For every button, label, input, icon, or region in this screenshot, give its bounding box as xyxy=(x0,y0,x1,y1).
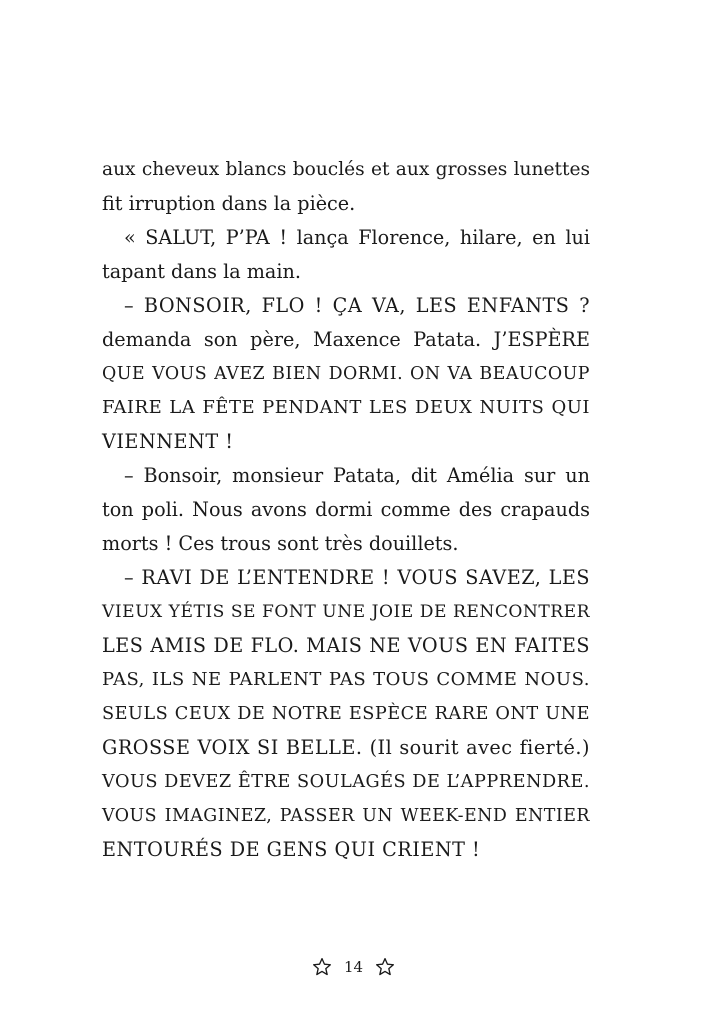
text-line: VIENNENT ! xyxy=(102,430,234,453)
text-line: demanda son père, Maxence Patata. J’ESPÈRE xyxy=(102,328,590,351)
page-footer xyxy=(0,955,707,979)
text-line: – RAVI DE L’ENTENDRE ! VOUS SAVEZ, LES xyxy=(124,566,590,589)
text-line: tapant dans la main. xyxy=(102,260,301,283)
text-line: – Bonsoir, monsieur Patata, dit Amélia sur un xyxy=(124,464,590,487)
star-outline-icon xyxy=(312,957,332,977)
text-line: SEULS CEUX DE NOTRE ESPÈCE RARE ONT UNE xyxy=(102,704,590,724)
star-outline-icon xyxy=(375,957,395,977)
page-number: 14 xyxy=(343,958,364,976)
text-line: aux cheveux blancs bouclés et aux grosses lunettes xyxy=(102,159,590,180)
text-line: morts ! Ces trous sont très douillets. xyxy=(102,532,459,555)
text-line: VIEUX YÉTIS SE FONT UNE JOIE DE RENCONTRER xyxy=(102,602,590,622)
text-line: VOUS IMAGINEZ, PASSER UN WEEK-END ENTIER xyxy=(102,806,590,826)
text-line: FAIRE LA FÊTE PENDANT LES DEUX NUITS QUI xyxy=(102,397,590,418)
text-line: PAS, ILS NE PARLENT PAS TOUS COMME NOUS. xyxy=(102,669,590,690)
text-line: LES AMIS DE FLO. MAIS NE VOUS EN FAITES xyxy=(102,634,590,657)
text-line: GROSSE VOIX SI BELLE. (Il sourit avec fierté.) xyxy=(102,736,590,759)
text-line: – BONSOIR, FLO ! ÇA VA, LES ENFANTS ? xyxy=(124,294,590,317)
text-line: fit irruption dans la pièce. xyxy=(102,192,356,215)
body-text xyxy=(102,153,590,867)
text-line: QUE VOUS AVEZ BIEN DORMI. ON VA BEAUCOUP xyxy=(102,364,590,384)
text-line: VOUS DEVEZ ÊTRE SOULAGÉS DE L’APPRENDRE. xyxy=(102,772,590,792)
text-line: « SALUT, P’PA ! lança Florence, hilare, en lui xyxy=(124,226,590,249)
text-line: ENTOURÉS DE GENS QUI CRIENT ! xyxy=(102,838,481,861)
text-line: ton poli. Nous avons dormi comme des crapauds xyxy=(102,498,590,521)
